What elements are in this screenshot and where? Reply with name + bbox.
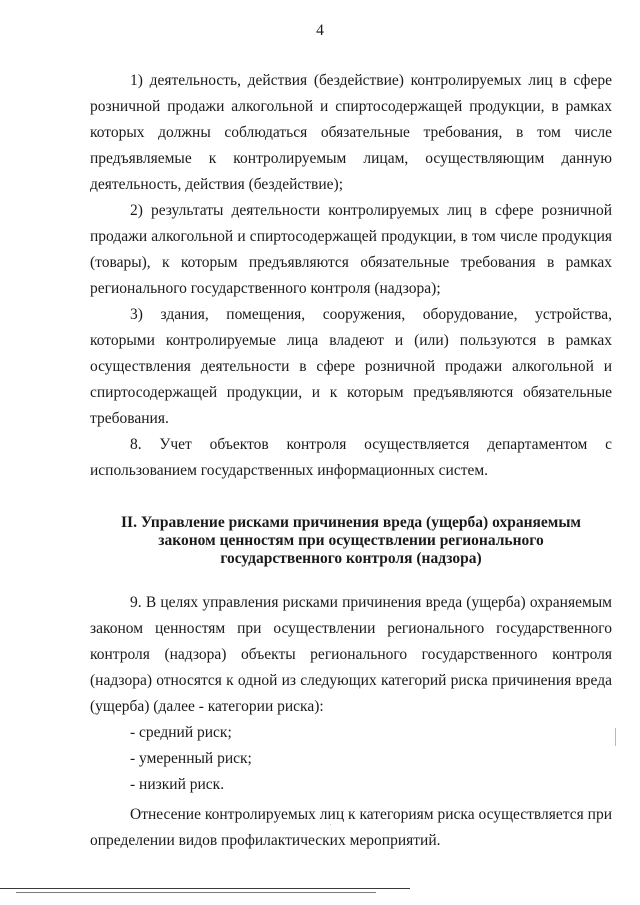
paragraph-2: 2) результаты деятельности контролируемых лиц в сфере розничной продажи алкогольной и спиртосодержащей продукции, в том числе продукция (товары), к которым предъявляются обязательные требования в рамках регионального государственного контроля (надзора); [90,202,612,297]
page-number: 4 [316,22,324,39]
scan-dot-mark [330,824,331,825]
footer-rule-secondary [16,892,376,893]
section-heading-line-3: государственного контроля (надзора) [220,550,482,567]
section-heading [90,514,612,568]
paragraph-9: 9. В целях управления рисками причинения вреда (ущерба) охраняемым законом ценностям при осуществлении регионального государственного контроля (надзора) объекты регионального государственного контроля (надзора) относятся к одной из следующих категорий риска причинения вреда (ущерба) (далее - категории риска): [90,594,612,715]
paragraph-8: 8. Учет объектов контроля осуществляется департаментом с использованием государственных информационных систем. [90,436,612,479]
document-body [90,68,612,854]
paragraph-3: 3) здания, помещения, сооружения, оборудование, устройства, которыми контролируемые лица владеют и (или) пользуются в рамках осуществления деятельности в сфере розничной продажи алкогольной и спиртосодержащей продукции, и к которым предъявляются обязательные требования. [90,306,612,427]
paragraph-risk-assignment: Отнесение контролируемых лиц к категориям риска осуществляется при определении видов профилактических мероприятий. [90,806,612,849]
section-heading-line-2: законом ценностям при осуществлении регионального [158,532,544,549]
risk-item-low: - низкий риск. [130,776,225,793]
risk-item-medium: - средний риск; [130,724,232,741]
paragraph-1: 1) деятельность, действия (бездействие) контролируемых лиц в сфере розничной продажи алкогольной и спиртосодержащей продукции, в рамках которых должны соблюдаться обязательные требования, в том числе предъявляемые к контролируемым лицам, осуществляющим данную деятельность, действия (бездействие); [90,72,612,193]
scan-margin-mark [615,728,616,746]
footer-rule [0,888,410,889]
risk-item-moderate: - умеренный риск; [130,750,252,767]
section-heading-line-1: II. Управление рисками причинения вреда (ущерба) охраняемым [121,514,581,531]
